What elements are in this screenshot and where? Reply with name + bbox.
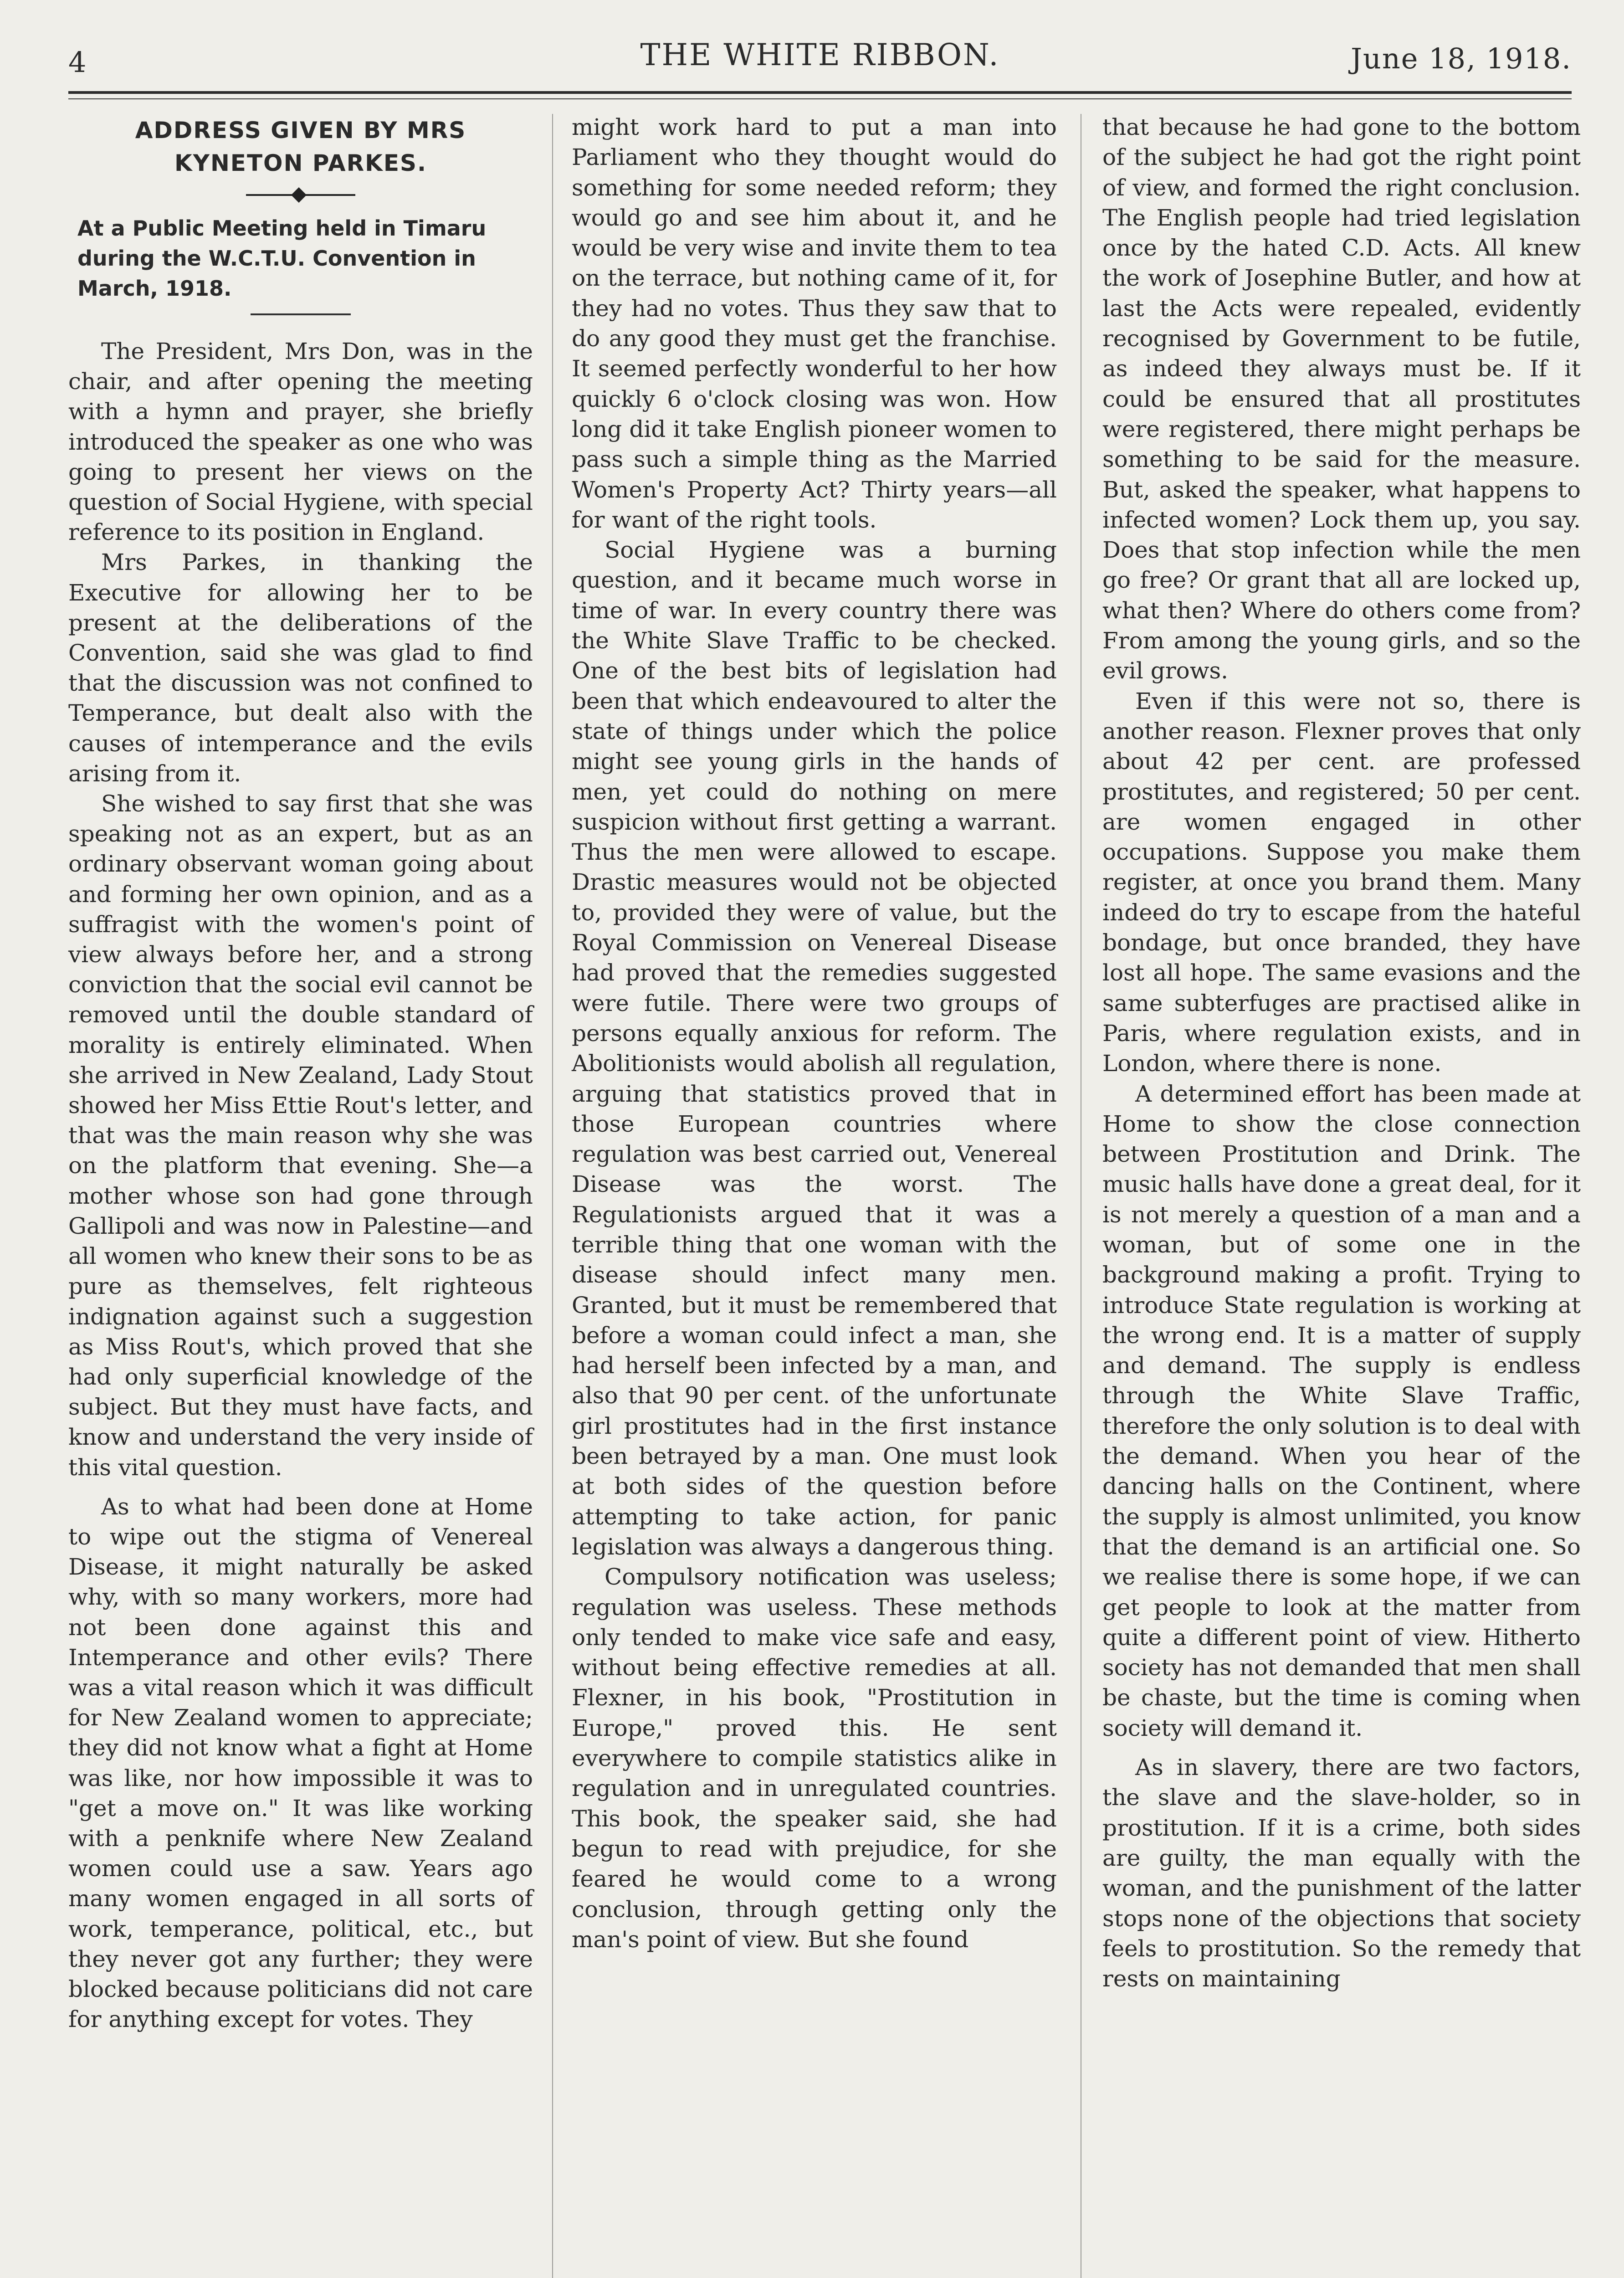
column-divider xyxy=(552,114,553,2278)
article-paragraph: The President, Mrs Don, was in the chair, and after opening the meeting with a hymn and prayer, she briefly introduced the speaker as one who was going to present her views on the question of Social Hygiene, with special reference to its position in England. xyxy=(68,338,533,546)
column-2 xyxy=(572,112,1057,1955)
section-rule xyxy=(251,313,351,315)
article-paragraph: She wished to say first that she was speaking not as an expert, but as an ordinary observant woman going about and forming her own opinion, and as a suffragist with the women's point of view always before her, and a strong conviction that the social evil cannot be removed until the double standard of morality is entirely eliminated. When she arrived in New Zealand, Lady Stout showed her Miss Ettie Rout's letter, and that was the main reason why she was on the platform that evening. She—a mother whose son had gone through Gallipoli and was now in Palestine—and all women who knew their sons to be as pure as themselves, felt righteous indignation against such a suggestion as Miss Rout's, which proved that she had only superficial knowledge of the subject. But they must have facts, and know and understand the very inside of this vital question. xyxy=(68,790,533,1481)
publication-title: THE WHITE RIBBON. xyxy=(640,37,1000,72)
article-paragraph: Compulsory notification was useless; regulation was useless. These methods only tended to make vice safe and easy, without being effective remedies at all. Flexner, in his book, "Prostitution in Europe," proved this. He sent everywhere to compile statistics alike in regulation and in unregulated countries. This book, the speaker said, she had begun to read with prejudice, for she feared he would come to a wrong conclusion, through getting only the man's point of view. But she found xyxy=(572,1564,1057,1953)
article-paragraph: As in slavery, there are two factors, the slave and the slave-holder, so in prostitution. If it is a crime, both sides are guilty, the man equally with the woman, and the punishment of the latter stops none of the objections that society feels to prostitution. So the remedy that rests on maintaining xyxy=(1102,1754,1581,1992)
subheadline-line-3: March, 1918. xyxy=(77,276,232,301)
column-3 xyxy=(1102,112,1581,1994)
article-paragraph: Social Hygiene was a burning question, and it became much worse in time of war. In every country there was the White Slave Traffic to be checked. One of the best bits of legislation had been that which endeavoured to alter the state of things under which the police might see young girls in the hands of men, yet could do nothing on mere suspicion without first getting a warrant. Thus the men were allowed to escape. Drastic measures would not be objected to, provided they were of value, but the Royal Commission on Venereal Disease had proved that the remedies suggested were futile. There were two groups of persons equally anxious for reform. The Abolitionists would abolish all regulation, arguing that statistics proved that in those European countries where regulation was best carried out, Venereal Disease was the worst. The Regulationists argued that it was a terrible thing that one woman with the disease should infect many men. Granted, but it must be remembered that before a woman could infect a man, she had herself been infected by a man, and also that 90 per cent. of the unfortunate girl prostitutes had in the first instance been betrayed by a man. One must look at both sides of the question before attempting to take action, for panic legislation was always a dangerous thing. xyxy=(572,537,1057,1560)
column-1 xyxy=(68,114,533,2034)
issue-date: June 18, 1918. xyxy=(1351,42,1572,75)
article-paragraph: Even if this were not so, there is another reason. Flexner proves that only about 42 per cent. are professed prostitutes, and registered; 50 per cent. are women engaged in other occupations. Suppose you make them register, at once you brand them. Many indeed do try to escape from the hateful bondage, but once branded, they have lost all hope. The same evasions and the same subterfuges are practised alike in Paris, where regulation exists, and in London, where there is none. xyxy=(1102,688,1581,1077)
headline-line-2: KYNETON PARKES. xyxy=(174,150,427,176)
article-paragraph: As to what had been done at Home to wipe out the stigma of Venereal Disease, it might naturally be asked why, with so many workers, more had not been done against this and Intemperance and other evils? There was a vital reason which it was difficult for New Zealand women to appreciate; they did not know what a fight at Home was like, nor how impossible it was to "get a move on." It was like working with a penknife where New Zealand women could use a saw. Years ago many women engaged in all sorts of work, temperance, political, etc., but they never got any further; they were blocked because politicians did not care for anything except for votes. They xyxy=(68,1493,533,2033)
subheadline-line-2: during the W.C.T.U. Convention in xyxy=(77,246,476,271)
page-number: 4 xyxy=(68,46,87,79)
masthead-rule-thin xyxy=(68,98,1572,99)
masthead xyxy=(68,37,1572,78)
article-paragraph: A determined effort has been made at Home to show the close connection between Prostitution and Drink. The music halls have done a great deal, for it is not merely a question of a man and a woman, but of some one in the background making a profit. Trying to introduce State regulation is working at the wrong end. It is a matter of supply and demand. The supply is endless through the White Slave Traffic, therefore the only solution is to deal with the demand. When you hear of the dancing halls on the Continent, where the supply is almost unlimited, you know that the demand is an artificial one. So we realise there is some hope, if we can get people to look at the matter from quite a different point of view. Hitherto society has not demanded that men shall be chaste, but the time is coming when society will demand it. xyxy=(1102,1080,1581,1741)
article-paragraph: that because he had gone to the bottom of the subject he had got the right point of view, and formed the right conclusion. The English people had tried legislation once by the hated C.D. Acts. All knew the work of Josephine Butler, and how at last the Acts were repealed, evidently recognised by Government to be futile, as indeed they always must be. If it could be ensured that all prostitutes were registered, there might perhaps be something to be said for the measure. But, asked the speaker, what happens to infected women? Lock them up, you say. Does that stop infection while the men go free? Or grant that all are locked up, what then? Where do others come from? From among the young girls, and so the evil grows. xyxy=(1102,114,1581,684)
article-paragraph: might work hard to put a man into Parliament who they thought would do something for some needed reform; they would go and see him about it, and he would be very wise and invite them to tea on the terrace, but nothing came of it, for they had no votes. Thus they saw that to do any good they must get the franchise. It seemed perfectly wonderful to her how quickly 6 o'clock closing was won. How long did it take English pioneer women to pass such a simple thing as the Married Women's Property Act? Thirty years—all for want of the right tools. xyxy=(572,114,1057,533)
ornamental-rule xyxy=(246,186,355,204)
subheadline-line-1: At a Public Meeting held in Timaru xyxy=(77,216,487,241)
headline-line-1: ADDRESS GIVEN BY MRS xyxy=(135,117,466,144)
masthead-rule-thick xyxy=(68,91,1572,94)
article-paragraph: Mrs Parkes, in thanking the Executive for allowing her to be present at the deliberations of the Convention, said she was glad to find that the discussion was not confined to Temperance, but dealt also with the causes of intemperance and the evils arising from it. xyxy=(68,549,533,787)
